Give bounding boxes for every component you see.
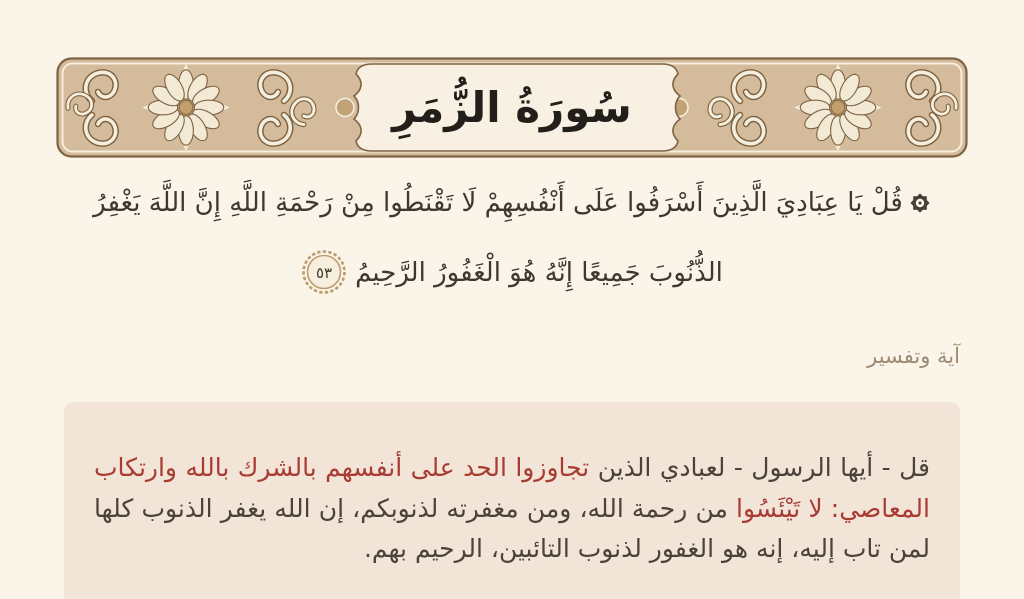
rub-el-hizb-icon [909,192,931,214]
verse-line-2 [0,238,1024,308]
tafsir-segment: تجاوزوا الحد على أنفسهم بالشرك بالله وارتكاب المعاصي: لا تَيْئَسُوا [94,453,930,523]
ayah-number-medallion [301,249,347,295]
section-label: آية وتفسير [867,344,960,368]
verse-line-1-text: قُلْ يَا عِبَادِيَ الَّذِينَ أَسْرَفُوا عَلَى أَنْفُسِهِمْ لَا تَقْنَطُوا مِنْ رَحْمَةِ اللَّهِ إِنَّ اللَّهَ يَغْفِرُ [93,188,903,218]
tafsir-text [94,448,930,570]
ayah-number: ٥٣ [316,264,333,282]
verse-line-2-text: الذُّنُوبَ جَمِيعًا إِنَّهُ هُوَ الْغَفُورُ الرَّحِيمُ [355,258,723,288]
tafsir-box [64,402,960,599]
verse-line-1 [0,168,1024,238]
verse-text [0,168,1024,308]
tafsir-segment: قل - أيها الرسول - لعبادي الذين [589,453,930,482]
surah-title: سُورَةُ الزُّمَرِ [392,83,632,132]
ornamental-header-band [56,57,968,158]
tafsir-segment: من رحمة الله، ومن مغفرته لذنوبكم، إن الله يغفر الذنوب كلها لمن تاب إليه، إنه هو الغفور لذنوب التائبين، الرحيم بهم. [94,493,930,563]
